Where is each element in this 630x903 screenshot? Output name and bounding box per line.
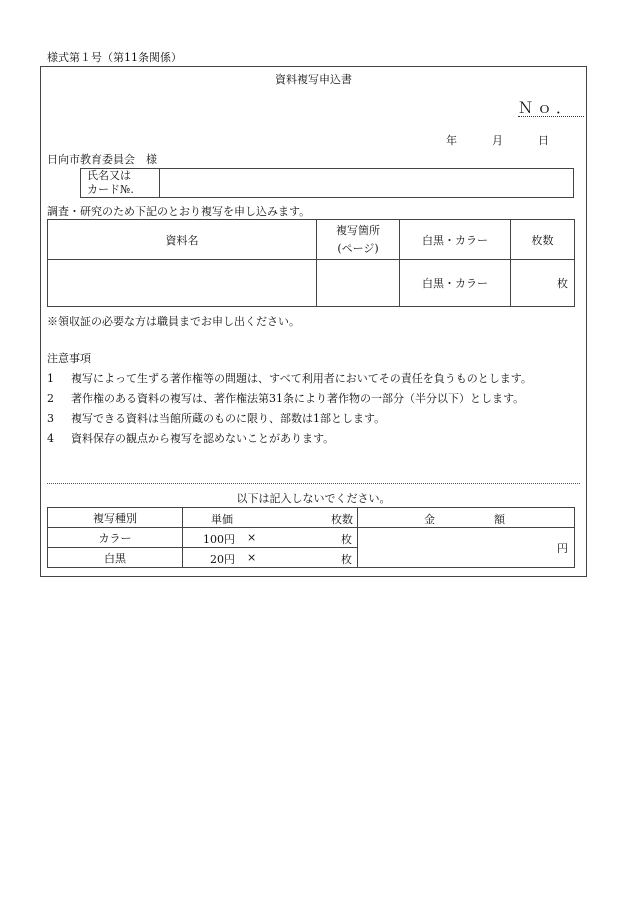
header-amount: 金 額 xyxy=(358,508,575,528)
header-unit-price: 単価 枚数 xyxy=(183,508,358,528)
name-input-cell[interactable] xyxy=(160,169,574,198)
number-field[interactable]: Ｎｏ． xyxy=(518,100,584,117)
divider xyxy=(47,483,580,484)
receipt-note: ※領収証の必要な方は職員までお申し出ください。 xyxy=(47,315,300,328)
row-color-price: 100円 × 枚 xyxy=(183,528,358,548)
row-bw-price: 20円 × 枚 xyxy=(183,548,358,568)
type-select[interactable]: 白黒・カラー xyxy=(400,260,511,307)
form-reference: 様式第１号（第11条関係） xyxy=(47,51,182,64)
month-label: 月 xyxy=(492,134,503,147)
row-bw-type: 白黒 xyxy=(48,548,183,568)
amount-cell: 円 xyxy=(358,528,575,568)
material-input[interactable] xyxy=(48,260,317,307)
caution-item: 3 複写できる資料は当館所蔵のものに限り、部数は1部とします。 xyxy=(47,412,386,425)
addressee: 日向市教育委員会 様 xyxy=(47,153,157,166)
caution-item: 4 資料保存の観点から複写を認めないことがあります。 xyxy=(47,432,335,445)
purpose-text: 調査・研究のため下記のとおり複写を申し込みます。 xyxy=(47,205,311,218)
year-label: 年 xyxy=(446,134,457,147)
caution-item: 2 著作権のある資料の複写は、著作権法第31条により著作物の一部分（半分以下）とします。 xyxy=(47,392,525,405)
name-table xyxy=(80,168,574,198)
header-pages: 複写箇所 (ページ) xyxy=(317,220,400,260)
cautions-title: 注意事項 xyxy=(47,352,91,365)
header-type: 白黒・カラー xyxy=(400,220,511,260)
office-note: 以下は記入しないでください。 xyxy=(236,492,391,505)
pages-input[interactable] xyxy=(317,260,400,307)
caution-item: 1 複写によって生ずる著作権等の問題は、すべて利用者においてその責任を負うものとします。 xyxy=(47,372,532,385)
header-material: 資料名 xyxy=(48,220,317,260)
form-title: 資料複写申込書 xyxy=(275,73,352,86)
material-table xyxy=(47,219,575,307)
count-input[interactable]: 枚 xyxy=(511,260,575,307)
day-label: 日 xyxy=(538,134,549,147)
header-copy-type: 複写種別 xyxy=(48,508,183,528)
header-count: 枚数 xyxy=(511,220,575,260)
row-color-type: カラー xyxy=(48,528,183,548)
office-table xyxy=(47,507,575,568)
name-label: 氏名又は カード№. xyxy=(81,169,160,198)
